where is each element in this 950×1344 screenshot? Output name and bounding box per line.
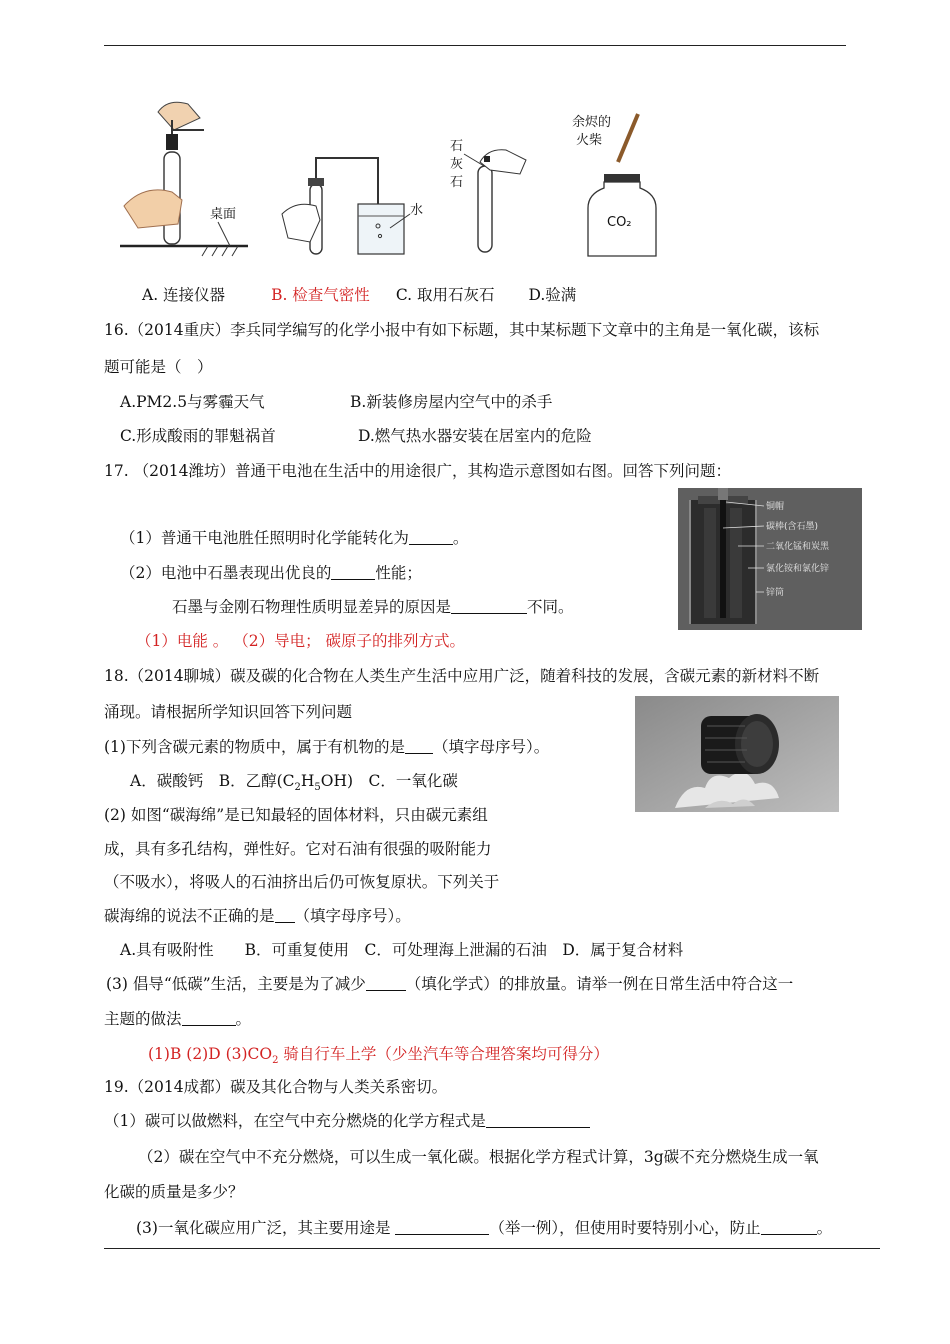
q16-option-b: B.新装修房屋内空气中的杀手	[350, 393, 553, 411]
answer-blank[interactable]	[451, 598, 527, 614]
q17-part-2: （2）电池中石墨表现出优良的 性能；	[120, 564, 422, 582]
q18-part-2-options: A.具有吸附性 B．可重复使用 C．可处理海上泄漏的石油 D．属于复合材料	[120, 941, 684, 959]
battery-label-mno2: 二氧化锰和炭黑	[766, 542, 830, 552]
q18-part-1: (1)下列含碳元素的物质中，属于有机物的是 （填字母序号）。	[104, 738, 550, 756]
answer-blank[interactable]	[331, 564, 375, 580]
header-rule	[104, 45, 846, 46]
experiment-figures	[118, 96, 658, 266]
battery-diagram	[678, 488, 862, 630]
q17-part-3: 石墨与金刚石物理性质明显差异的原因是 不同。	[172, 598, 574, 616]
limestone-char-2: 灰	[450, 157, 464, 172]
q18-stem-1: 18.（2014聊城）碳及碳的化合物在人类生产生活中应用广泛，随着科技的发展，含碳元素的新材料不断	[104, 667, 820, 685]
q17-part-1: （1）普通干电池胜任照明时化学能转化为 。	[120, 529, 469, 547]
q19-part-1: （1）碳可以做燃料，在空气中充分燃烧的化学方程式是	[104, 1111, 590, 1131]
carbon-sponge-photo	[635, 696, 839, 812]
answer-blank[interactable]	[486, 1112, 590, 1128]
desk-label: 桌面	[210, 207, 237, 222]
q18-stem-2: 涌现。请根据所学知识回答下列问题	[104, 703, 353, 721]
q16-option-d: D.燃气热水器安装在居室内的危险	[358, 427, 592, 445]
q18-part-2-line-2: 成，具有多孔结构，弹性好。它对石油有很强的吸附能力	[104, 840, 492, 858]
q16-stem-1: 16.（2014重庆）李兵同学编写的化学小报中有如下标题，其中某标题下文章中的主角是一氧化碳，该标	[104, 321, 820, 339]
answer-blank[interactable]	[405, 738, 433, 754]
q17-stem: 17. （2014潍坊）普通干电池在生活中的用途很广，其构造示意图如右图。回答下列问题：	[104, 462, 732, 480]
answer-blank[interactable]	[182, 1010, 236, 1026]
q18-answer: (1)B (2)D $(3)CO_2$ 骑自行车上学（少坐汽车等合理答案均可得分）	[148, 1045, 609, 1067]
footer-rule	[104, 1248, 880, 1249]
limestone-char-3: 石	[450, 175, 464, 190]
battery-label-nh4cl: 氯化铵和氯化锌	[766, 564, 830, 574]
q16-option-a: A.PM2.5与雾霾天气	[120, 393, 265, 411]
answer-blank[interactable]	[366, 975, 406, 991]
answer-blank[interactable]	[761, 1219, 817, 1235]
answer-blank[interactable]	[275, 907, 295, 923]
q18-part-3-line-2: 主题的做法 。	[104, 1010, 252, 1028]
battery-label-cap: 铜帽	[766, 502, 785, 512]
answer-blank[interactable]	[409, 529, 453, 545]
q18-part-3-line-1: (3) 倡导“低碳”生活，主要是为了减少 （填化学式）的排放量。请举一例在日常生活中符合这一	[106, 975, 794, 993]
q18-part-2-line-4: 碳海绵的说法不正确的是 （填字母序号）。	[104, 907, 411, 925]
battery-label-rod: 碳棒(含石墨)	[766, 522, 819, 532]
q15-option-a: A. 连接仪器	[142, 286, 226, 304]
q19-part-2-line-2: 化碳的质量是多少？	[104, 1183, 244, 1201]
airtightness-figure	[282, 158, 423, 254]
q18-part-1-options: A．碳酸钙 B．乙醇$(C_2H_5OH)$ C．一氧化碳	[130, 772, 458, 794]
q19-stem: 19.（2014成都）碳及其化合物与人类关系密切。	[104, 1078, 448, 1096]
q16-stem-2: 题可能是（ ）	[104, 358, 213, 376]
water-label: 水	[410, 203, 424, 218]
ember-line-2: 火柴	[576, 133, 603, 148]
limestone-figure	[450, 139, 526, 252]
limestone-char-1: 石	[450, 139, 464, 154]
q15-option-b: B. 检查气密性	[271, 286, 370, 304]
check-full-figure	[572, 114, 656, 256]
q17-answer: （1）电能 。 （2）导电； 碳原子的排列方式。	[136, 632, 466, 650]
ember-line-1: 余烬的	[572, 115, 612, 130]
q18-part-2-line-3: （不吸水），将吸人的石油挤出后仍可恢复原状。下列关于	[104, 873, 500, 891]
q15-option-d: D.验满	[528, 286, 577, 304]
q19-part-3: (3)一氧化碳应用广泛，其主要用途是 （举一例），但使用时要特别小心，防止 。	[136, 1219, 833, 1237]
q18-part-2-line-1: (2) 如图“碳海绵”是已知最轻的固体材料，只由碳元素组	[104, 806, 488, 824]
battery-label-zinc: 锌筒	[766, 588, 785, 598]
answer-blank[interactable]	[395, 1219, 489, 1235]
connect-apparatus-figure	[120, 102, 248, 256]
q15-option-c: C. 取用石灰石	[395, 286, 495, 304]
q15-options	[142, 285, 576, 305]
q19-part-2-line-1: （2）碳在空气中不充分燃烧，可以生成一氧化碳。根据化学方程式计算，3g碳不充分燃烧生成一氧	[138, 1148, 819, 1166]
co2-label: CO₂	[607, 215, 632, 230]
q16-option-c: C.形成酸雨的罪魁祸首	[120, 427, 276, 445]
